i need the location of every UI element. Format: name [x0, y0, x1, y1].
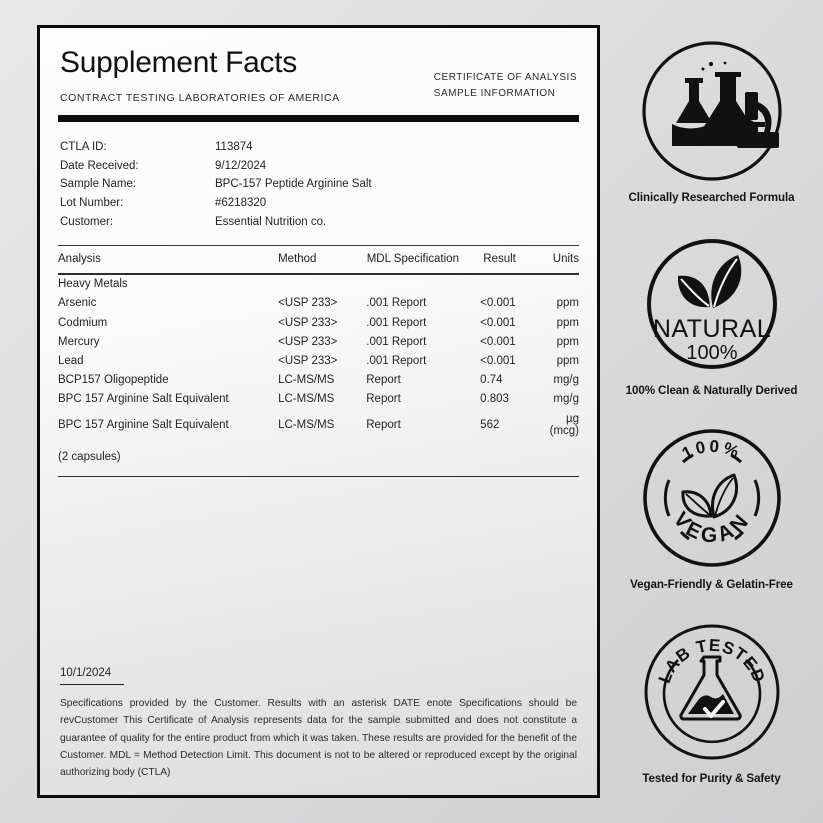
row-result: <0.001 [480, 335, 516, 348]
column-header-method: Method [278, 253, 317, 266]
ctla-id-value: 113874 [215, 141, 253, 153]
sample-name-label: Sample Name: [60, 178, 137, 191]
row-analysis: Lead [58, 354, 84, 367]
svg-text:100% [678, 437, 744, 464]
row-mdl: .001 Report [366, 316, 427, 329]
row-method: <USP 233> [278, 316, 338, 329]
row-units: ppm [556, 354, 579, 367]
row-result: 0.74 [480, 374, 503, 387]
row-mdl: .001 Report [366, 297, 427, 310]
row-mdl: .001 Report [366, 335, 427, 348]
badge-vegan [600, 423, 823, 591]
sample-information-label: SAMPLE INFORMATION [433, 87, 556, 99]
table-row [58, 332, 579, 351]
capsule-note: (2 capsules) [58, 451, 121, 464]
row-analysis: BCP157 Oligopeptide [58, 374, 169, 387]
row-mdl: Report [366, 418, 401, 431]
svg-text:LAB TESTED [654, 636, 768, 686]
badge-caption: Vegan-Friendly & Gelatin-Free [630, 578, 793, 591]
lab-flasks-microscope-icon [637, 36, 787, 186]
row-analysis: BPC 157 Arginine Salt Equivalent [58, 418, 229, 431]
row-mdl: Report [366, 393, 401, 406]
table-row [58, 351, 579, 370]
header-right-block [434, 70, 577, 101]
row-units: ppm [556, 335, 579, 348]
table-row [58, 313, 579, 332]
ctla-id-label: CTLA ID: [60, 141, 107, 153]
certificate-of-analysis-label: CERTIFICATE OF ANALYSIS [433, 72, 577, 83]
row-analysis: BPC 157 Arginine Salt Equivalent [58, 393, 229, 406]
row-method: LC-MS/MS [278, 393, 335, 406]
row-units: µg (mcg) [549, 412, 579, 437]
row-mdl: .001 Report [366, 354, 427, 367]
badge-inner-text-percent: 100% [678, 436, 744, 464]
footer-date: 10/1/2024 [60, 666, 112, 679]
row-analysis: Arsenic [58, 297, 97, 310]
analysis-results-body [58, 275, 579, 467]
row-result: 562 [480, 418, 500, 431]
date-received-value: 9/12/2024 [215, 159, 267, 172]
row-method: <USP 233> [278, 354, 338, 367]
trust-badges-column [600, 0, 823, 823]
flask-check-icon [637, 617, 787, 767]
document-header [58, 28, 579, 122]
group-label-heavy-metals: Heavy Metals [58, 278, 128, 291]
laboratory-name: CONTRACT TESTING LABORATORIES OF AMERICA [60, 92, 340, 104]
row-units: ppm [556, 316, 579, 329]
document-footer [60, 667, 577, 781]
row-method: <USP 233> [278, 297, 338, 310]
table-group-row [58, 275, 579, 294]
sample-info-row [60, 175, 579, 194]
footer-date-underline [60, 684, 124, 686]
row-result: 0.803 [480, 393, 509, 406]
page-title: Supplement Facts [60, 46, 297, 79]
table-row [58, 294, 579, 313]
badge-clinically-researched [600, 36, 823, 204]
row-units: mg/g [553, 374, 579, 387]
badge-inner-text-percent: 100% [685, 342, 738, 364]
header-divider [58, 115, 579, 122]
table-header-row [58, 246, 579, 273]
customer-label: Customer: [60, 215, 114, 228]
row-result: <0.001 [480, 354, 516, 367]
badge-lab-tested [600, 617, 823, 785]
row-analysis: Mercury [58, 335, 100, 348]
customer-value: Essential Nutrition co. [215, 215, 327, 228]
badge-inner-text-vegan: VEGAN [668, 507, 755, 548]
table-bottom-divider [58, 476, 579, 477]
row-result: <0.001 [480, 297, 516, 310]
sample-info-row [60, 138, 579, 157]
table-row [58, 409, 579, 440]
lot-number-value: #6218320 [215, 196, 267, 209]
footer-disclaimer: Specifications provided by the Customer. Results with an asterisk DATE enote Specifications should be revCustomer This Certificate of Analysis represents data for the sample submitted and does not constitute a guarantee of quality for the entire product from which it was taken. These results are provided for the benefit of the Customer. MDL = Method Detection Limit. This document is not to be altered or reproduced except by the original authorizing body (CTLA) [60, 698, 577, 778]
row-units: ppm [556, 297, 579, 310]
lot-number-label: Lot Number: [60, 196, 124, 209]
badge-natural-100 [600, 229, 823, 397]
badge-caption: 100% Clean & Naturally Derived [625, 384, 798, 397]
row-units: mg/g [553, 393, 579, 406]
row-result: <0.001 [480, 316, 516, 329]
badge-inner-text-lab-tested: LAB TESTED [654, 635, 769, 686]
sample-name-value: BPC-157 Peptide Arginine Salt [215, 178, 372, 191]
analysis-results-table [58, 246, 579, 273]
date-received-label: Date Received: [60, 159, 139, 172]
vegan-leaves-icon [637, 423, 787, 573]
column-header-analysis: Analysis [58, 253, 101, 266]
row-mdl: Report [366, 374, 401, 387]
table-row [58, 390, 579, 409]
badge-caption: Tested for Purity & Safety [642, 772, 781, 785]
row-analysis: Codmium [58, 316, 108, 329]
table-note-row [58, 440, 579, 467]
sample-info-row [60, 157, 579, 176]
sample-information-list [58, 138, 579, 231]
badge-caption: Clinically Researched Formula [628, 191, 795, 204]
badge-inner-text-natural: NATURAL [652, 315, 771, 343]
column-header-result: Result [483, 253, 516, 266]
row-method: LC-MS/MS [278, 374, 335, 387]
certificate-of-analysis-document [37, 25, 600, 798]
row-method: <USP 233> [278, 335, 338, 348]
sample-info-row [60, 194, 579, 213]
row-method: LC-MS/MS [278, 418, 335, 431]
column-header-units: Units [552, 253, 579, 266]
column-header-mdl: MDL Specification [366, 253, 459, 266]
two-leaves-icon [637, 229, 787, 379]
sample-info-row [60, 213, 579, 232]
table-row [58, 371, 579, 390]
